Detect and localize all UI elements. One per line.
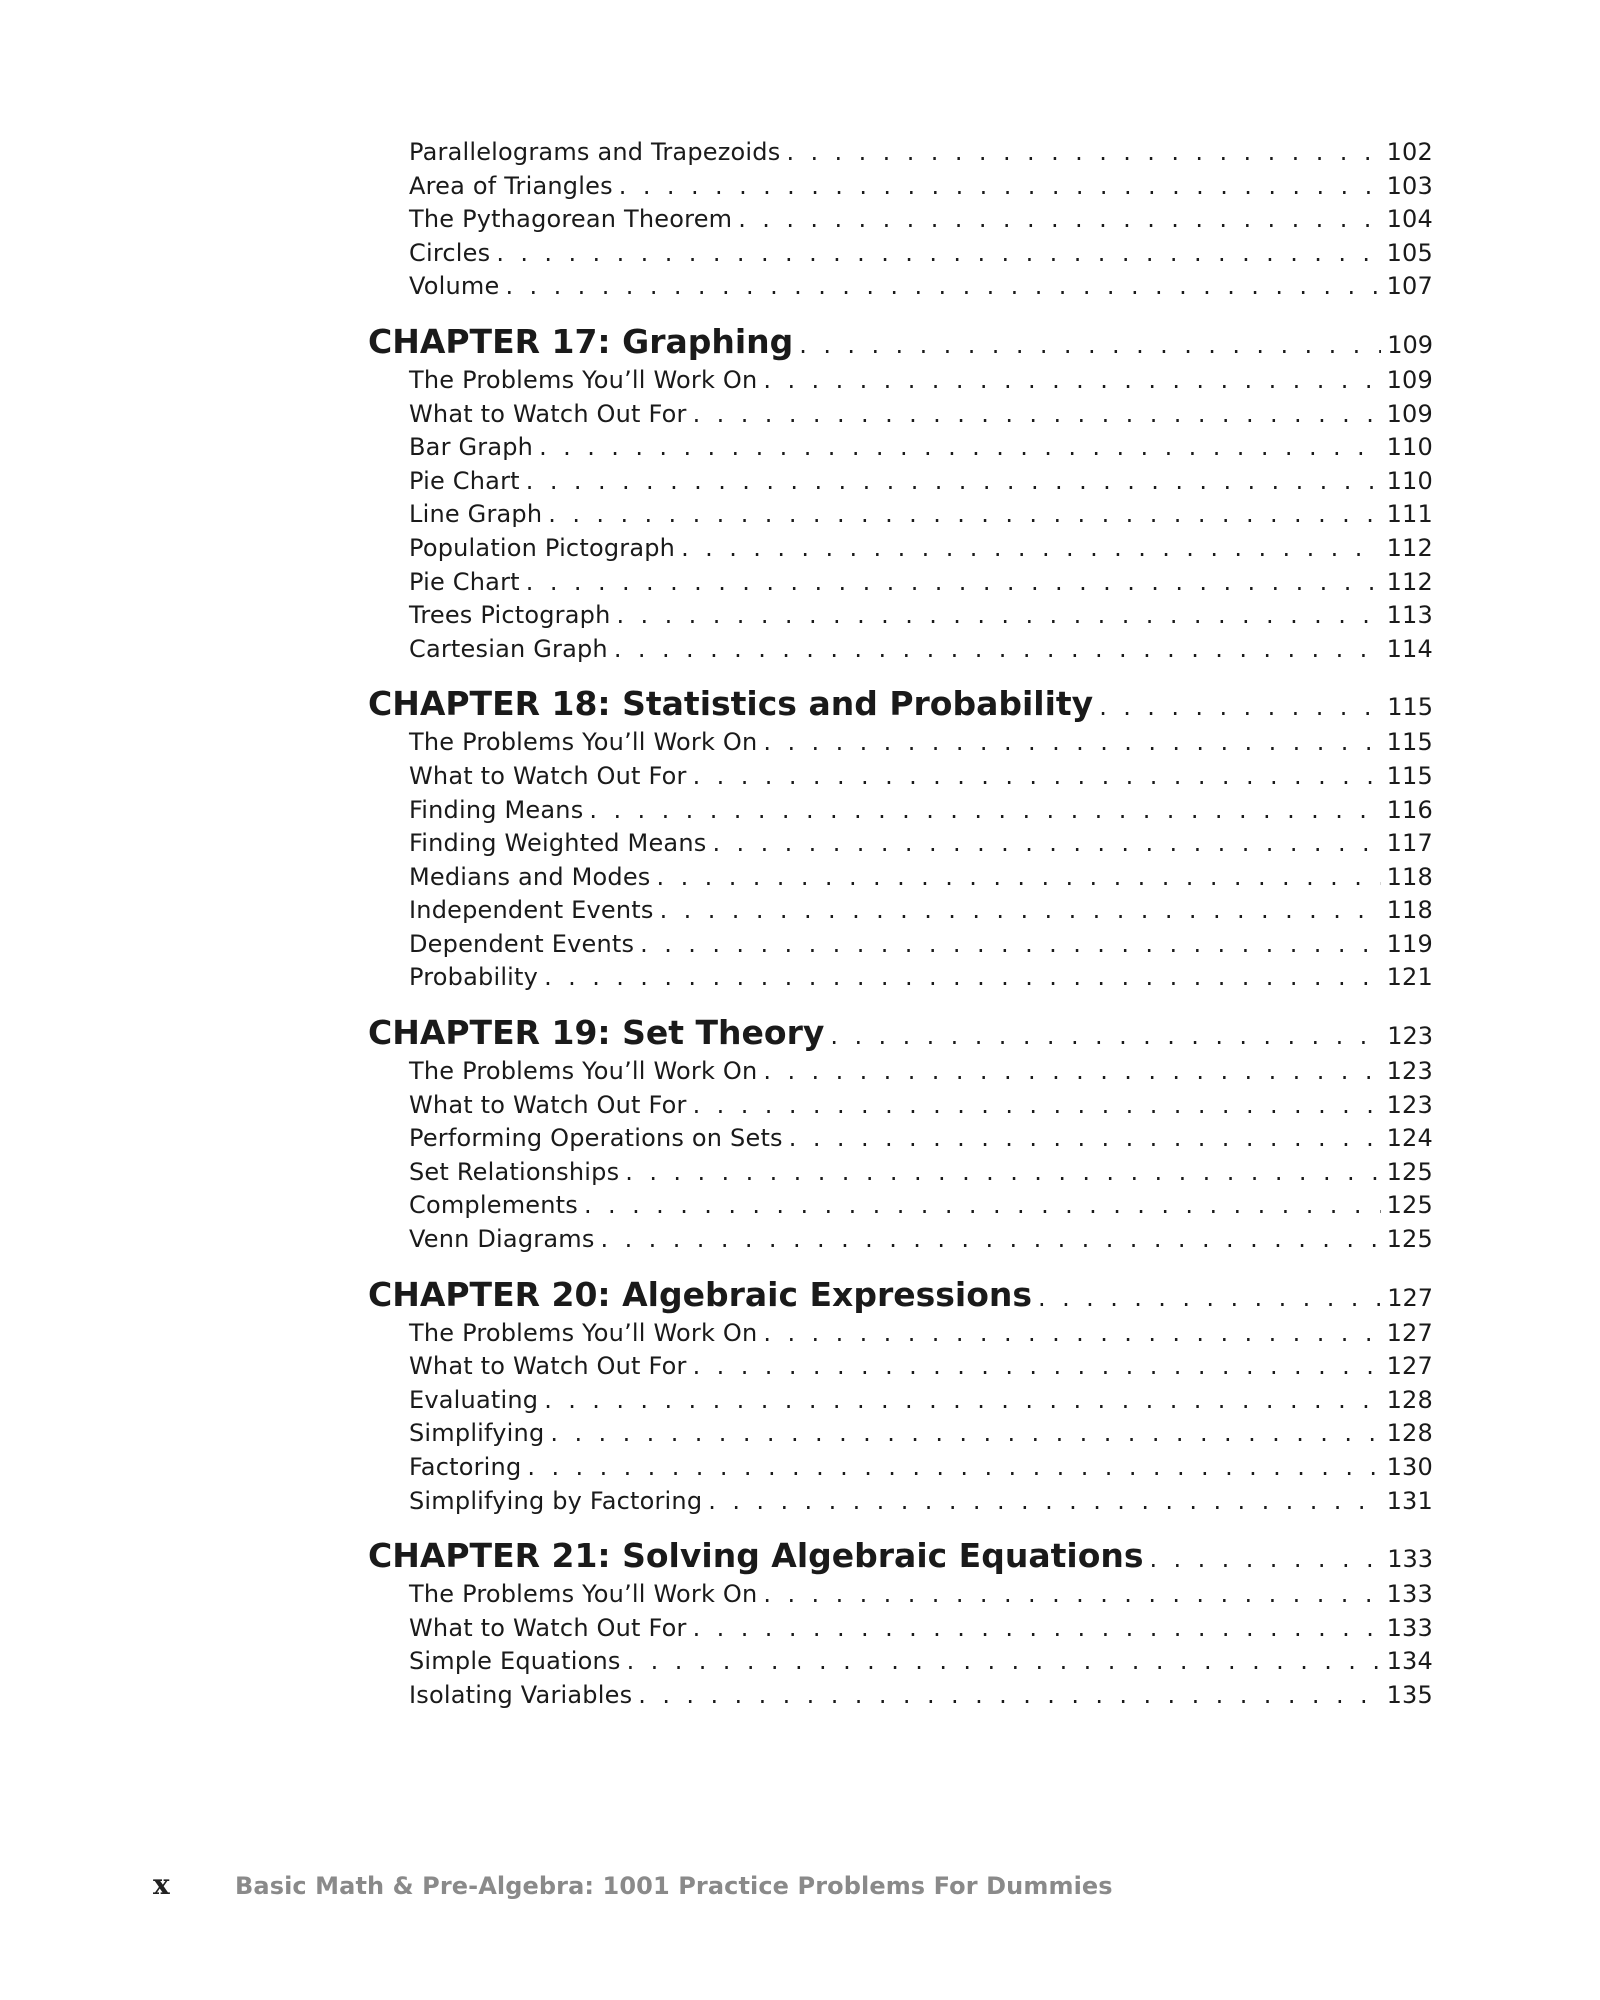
- toc-entry[interactable]: [409, 762, 1433, 796]
- page-ref: 131: [1386, 1486, 1433, 1515]
- toc-entry[interactable]: [409, 400, 1433, 434]
- dot-leader: [617, 601, 1381, 629]
- dot-leader: [693, 762, 1381, 790]
- toc-entry[interactable]: [409, 366, 1433, 400]
- toc-entry[interactable]: [409, 1124, 1433, 1158]
- book-title: Basic Math & Pre-Algebra: 1001 Practice Problems For Dummies: [235, 1872, 1113, 1900]
- entry-title: Volume: [409, 272, 500, 301]
- toc-entry[interactable]: [409, 863, 1433, 897]
- dot-leader: [693, 1614, 1381, 1642]
- dot-leader: [589, 796, 1380, 824]
- entry-title: The Problems You’ll Work On: [409, 365, 758, 394]
- toc-entry[interactable]: [409, 1057, 1433, 1091]
- toc-entry[interactable]: [409, 500, 1433, 534]
- entry-title: Circles: [409, 238, 491, 267]
- toc-entry[interactable]: [409, 601, 1433, 635]
- toc-entry[interactable]: [409, 829, 1433, 863]
- toc-entry[interactable]: [409, 272, 1433, 306]
- page-ref: 133: [1386, 1580, 1433, 1609]
- toc-entry[interactable]: [409, 1386, 1433, 1420]
- dot-leader: [614, 635, 1381, 663]
- entry-title: Parallelograms and Trapezoids: [409, 138, 781, 166]
- entry-title: Independent Events: [409, 896, 654, 925]
- dot-leader: [763, 728, 1380, 756]
- page-ref: 116: [1386, 795, 1433, 824]
- entry-title: Evaluating: [409, 1385, 539, 1414]
- toc-chapter-heading[interactable]: [368, 684, 1433, 728]
- dot-leader: [544, 1386, 1380, 1414]
- page-ref: 115: [1387, 693, 1433, 722]
- entry-title: The Problems You’ll Work On: [409, 1318, 758, 1347]
- toc-entry[interactable]: [409, 896, 1433, 930]
- entry-title: Performing Operations on Sets: [409, 1124, 783, 1153]
- toc-entry[interactable]: [409, 568, 1433, 602]
- page-ref: 123: [1386, 1057, 1433, 1086]
- page-ref: 133: [1386, 1613, 1433, 1642]
- dot-leader: [627, 1647, 1381, 1675]
- dot-leader: [763, 1057, 1380, 1085]
- toc-entry[interactable]: [409, 138, 1433, 172]
- page-ref: 107: [1386, 272, 1433, 301]
- entry-title: What to Watch Out For: [409, 399, 687, 428]
- toc-entry[interactable]: [409, 1191, 1433, 1225]
- entry-title: Simplifying: [409, 1419, 545, 1448]
- entry-title: Trees Pictograph: [409, 601, 611, 630]
- table-of-contents: [368, 138, 1433, 1715]
- toc-entry[interactable]: [409, 1419, 1433, 1453]
- page-ref: 124: [1386, 1124, 1433, 1153]
- page-ref: 130: [1386, 1453, 1433, 1481]
- dot-leader: [660, 896, 1381, 924]
- entry-title: Population Pictograph: [409, 533, 676, 562]
- page-ref: 112: [1386, 567, 1433, 596]
- toc-entry[interactable]: [409, 1352, 1433, 1386]
- toc-chapter-heading[interactable]: [368, 322, 1433, 366]
- entry-title: What to Watch Out For: [409, 1613, 687, 1642]
- dot-leader: [712, 829, 1380, 857]
- dot-leader: [693, 1091, 1381, 1119]
- entry-title: Factoring: [409, 1453, 522, 1481]
- dot-leader: [830, 1022, 1381, 1050]
- page-ref: 119: [1386, 929, 1433, 958]
- page-ref: 112: [1386, 533, 1433, 562]
- entry-title: Finding Means: [409, 795, 584, 824]
- page-ref: 109: [1386, 365, 1433, 394]
- dot-leader: [526, 568, 1381, 596]
- page-ref: 115: [1386, 728, 1433, 757]
- page-ref: 118: [1386, 896, 1433, 925]
- dot-leader: [763, 1580, 1380, 1608]
- page-ref: 127: [1387, 1283, 1433, 1312]
- toc-entry[interactable]: [409, 1487, 1433, 1521]
- page-ref: 113: [1386, 601, 1433, 630]
- page-ref: 110: [1386, 433, 1433, 462]
- dot-leader: [693, 1352, 1381, 1380]
- page-ref: 125: [1386, 1157, 1433, 1186]
- page-ref: 128: [1386, 1419, 1433, 1448]
- page-ref: 134: [1386, 1647, 1433, 1676]
- dot-leader: [1150, 1545, 1382, 1573]
- chapter-title: CHAPTER 21: Solving Algebraic Equations: [368, 1536, 1144, 1576]
- entry-title: Isolating Variables: [409, 1680, 633, 1709]
- dot-leader: [693, 400, 1381, 428]
- entry-title: Cartesian Graph: [409, 634, 608, 663]
- entry-title: Line Graph: [409, 500, 543, 529]
- page-ref: 110: [1386, 466, 1433, 495]
- toc-chapter-heading[interactable]: [368, 1536, 1433, 1580]
- entry-title: Medians and Modes: [409, 862, 651, 891]
- entry-title: Set Relationships: [409, 1157, 620, 1186]
- page-ref: 125: [1386, 1225, 1433, 1254]
- page-ref: 109: [1386, 399, 1433, 428]
- toc-entry[interactable]: [409, 1225, 1433, 1259]
- dot-leader: [496, 239, 1380, 267]
- page-ref: 104: [1386, 205, 1433, 234]
- dot-leader: [708, 1487, 1380, 1515]
- dot-leader: [1099, 693, 1381, 721]
- page-ref: 118: [1386, 862, 1433, 891]
- dot-leader: [763, 366, 1380, 394]
- page-number: x: [153, 1868, 170, 1901]
- chapter-title: CHAPTER 17: Graphing: [368, 321, 794, 361]
- entry-title: The Problems You’ll Work On: [409, 1580, 758, 1609]
- dot-leader: [548, 500, 1380, 528]
- toc-chapter-heading[interactable]: [368, 1013, 1433, 1057]
- toc-entry[interactable]: [409, 635, 1433, 669]
- dot-leader: [640, 930, 1380, 958]
- entry-title: Simplifying by Factoring: [409, 1486, 703, 1515]
- dot-leader: [601, 1225, 1381, 1253]
- page-ref: 123: [1387, 1022, 1433, 1051]
- toc-entry[interactable]: [409, 1580, 1433, 1614]
- entry-title: What to Watch Out For: [409, 761, 687, 790]
- dot-leader: [526, 467, 1381, 495]
- entry-title: Complements: [409, 1191, 578, 1220]
- toc-entry[interactable]: [409, 728, 1433, 762]
- page-ref: 135: [1386, 1680, 1433, 1709]
- toc-entry[interactable]: [409, 467, 1433, 501]
- entry-title: What to Watch Out For: [409, 1090, 687, 1119]
- page-ref: 115: [1386, 761, 1433, 790]
- chapter-title: CHAPTER 18: Statistics and Probability: [368, 684, 1094, 724]
- page-ref: 105: [1386, 238, 1433, 267]
- dot-leader: [763, 1319, 1380, 1347]
- page-ref: 121: [1386, 963, 1433, 992]
- page-ref: 114: [1386, 634, 1433, 663]
- dot-leader: [799, 331, 1381, 359]
- dot-leader: [786, 138, 1380, 166]
- toc-entry[interactable]: [409, 1647, 1433, 1681]
- dot-leader: [584, 1191, 1381, 1219]
- entry-title: Simple Equations: [409, 1647, 621, 1676]
- toc-entry[interactable]: [409, 1319, 1433, 1353]
- toc-entry[interactable]: [409, 963, 1433, 997]
- toc-entry[interactable]: [409, 239, 1433, 273]
- page-ref: 102: [1386, 138, 1433, 166]
- page-ref: 133: [1387, 1545, 1433, 1574]
- dot-leader: [505, 272, 1380, 300]
- toc-entry[interactable]: [409, 1453, 1433, 1487]
- entry-title: Area of Triangles: [409, 171, 613, 200]
- page-ref: 127: [1386, 1352, 1433, 1381]
- entry-title: Pie Chart: [409, 567, 520, 596]
- chapter-title: CHAPTER 20: Algebraic Expressions: [368, 1274, 1033, 1314]
- entry-title: What to Watch Out For: [409, 1352, 687, 1381]
- page-ref: 125: [1386, 1191, 1433, 1220]
- page-ref: 109: [1387, 330, 1433, 359]
- entry-title: Probability: [409, 963, 539, 992]
- entry-title: The Problems You’ll Work On: [409, 728, 758, 757]
- toc-entry[interactable]: [409, 534, 1433, 568]
- dot-leader: [657, 863, 1381, 891]
- toc-entry[interactable]: [409, 1614, 1433, 1648]
- page-ref: 117: [1386, 829, 1433, 858]
- dot-leader: [625, 1158, 1380, 1186]
- dot-leader: [527, 1453, 1380, 1481]
- dot-leader: [544, 963, 1381, 991]
- toc-entry[interactable]: [409, 930, 1433, 964]
- toc-entry[interactable]: [409, 205, 1433, 239]
- entry-title: Bar Graph: [409, 433, 534, 462]
- toc-chapter-heading[interactable]: [368, 1275, 1433, 1319]
- dot-leader: [1038, 1284, 1381, 1312]
- entry-title: Dependent Events: [409, 929, 635, 958]
- entry-title: Pie Chart: [409, 466, 520, 495]
- page-ref: 127: [1386, 1318, 1433, 1347]
- dot-leader: [550, 1419, 1380, 1447]
- dot-leader: [789, 1124, 1381, 1152]
- entry-title: Venn Diagrams: [409, 1225, 595, 1254]
- page-ref: 128: [1386, 1385, 1433, 1414]
- dot-leader: [619, 172, 1381, 200]
- entry-title: Finding Weighted Means: [409, 829, 707, 858]
- toc-entry[interactable]: [409, 433, 1433, 467]
- page-footer: [153, 1868, 1113, 1901]
- chapter-title: CHAPTER 19: Set Theory: [368, 1013, 825, 1053]
- page-ref: 103: [1386, 171, 1433, 200]
- page-ref: 123: [1386, 1090, 1433, 1119]
- dot-leader: [681, 534, 1380, 562]
- toc-entry[interactable]: [409, 796, 1433, 830]
- toc-entry[interactable]: [409, 1091, 1433, 1125]
- toc-entry[interactable]: [409, 1681, 1433, 1715]
- dot-leader: [738, 205, 1380, 233]
- toc-entry[interactable]: [409, 172, 1433, 206]
- dot-leader: [638, 1681, 1380, 1709]
- page-ref: 111: [1386, 500, 1433, 529]
- dot-leader: [539, 433, 1380, 461]
- entry-title: The Problems You’ll Work On: [409, 1057, 758, 1086]
- toc-entry[interactable]: [409, 1158, 1433, 1192]
- entry-title: The Pythagorean Theorem: [409, 205, 733, 234]
